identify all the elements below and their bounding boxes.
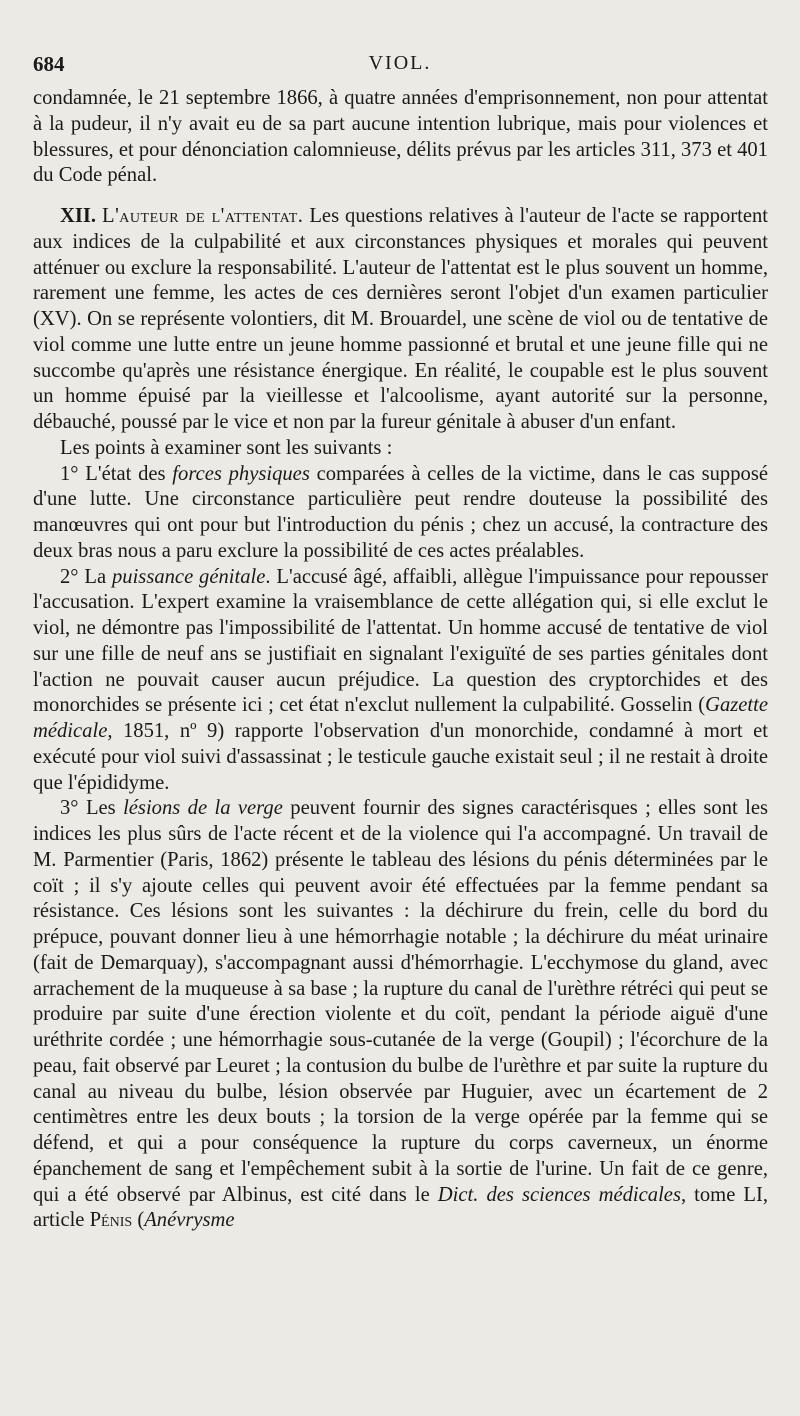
item-text: . L'accusé âgé, affaibli, allègue l'impuissance pour repousser l'accusation. L'expert examine la vraisemblance de cette allégation qui, si elle exclut le viol, ne démontre pas l'impossibilité de l'attentat. Un homme accusé de tentative de viol sur une fille de neuf ans se justifiait en signalant l'exiguïté de ses parties génitales dont l'action ne pouvait causer aucun préjudice. La question des cryptorchides et des monorchides se présente ici ; cet état n'exclut nullement la culpabilité. Gosselin ( <box>33 565 768 717</box>
item-text: , 1851, nº 9) rapporte l'observation d'un monorchide, condamné à mort et exécuté pour viol suivi d'assassinat ; le testicule gauche existait seul ; il ne restait à droite que l'épididyme. <box>33 720 768 794</box>
citation-title: Dict. des sciences médicales <box>437 1183 681 1206</box>
section-text: Les questions relatives à l'auteur de l'acte se rapportent aux indices de la culpabilité et aux circonstances physiques et morales qui peuvent atténuer ou exclure la responsabilité. L'auteur de l'attentat est le plus souvent un homme, rarement une femme, les actes de ces dernières seront l'objet d'un examen particulier (XV). On se représente volontiers, dit M. Brouardel, une scène de viol ou de tentative de viol comme une lutte entre un jeune homme passionné et brutal et une jeune fille qui ne succombe qu'après une résistance énergique. En réalité, le coupable est le plus souvent un homme épuisé par la vieillesse et l'alcoolisme, ayant autorité sur la personne, débauché, poussé par le vice et non par la fureur génitale à abuser d'un enfant. <box>33 205 768 433</box>
section-xii-paragraph <box>33 204 768 436</box>
item-emphasis: forces physiques <box>172 462 310 485</box>
section-number: XII. <box>60 205 97 227</box>
item-text: peuvent fournir des signes caractérisques ; elles sont les indices les plus sûrs de l'acte récent et de la violence qui l'a accompagné. Un travail de M. Parmentier (Paris, 1862) présente le tableau des lésions du pénis déterminées par le coït ; il s'y ajoute celles qui peuvent avoir été effectuées par la femme pendant sa résistance. Ces lésions sont les suivantes : la déchirure du frein, celle du bord du prépuce, pouvant donner lieu à une hémorrhagie notable ; la déchirure du méat urinaire (fait de Demarquay), s'accompagnant aussi d'hémorrhagie. L'ecchymose du gland, avec arrachement de la muqueuse à sa base ; la rupture du canal de l'urèthre rétréci qui peut se produire par suite d'une érection violente et du coït, pendant la période aiguë d'une uréthrite cordée ; une hémorrhagie sous-cutanée de la verge (Goupil) ; l'écorchure de la peau, fait observé par Leuret ; la contusion du bulbe de l'urèthre et par suite la rupture du canal au niveau du bulbe, lésion observée par Huguier, avec un écartement de 2 centimètres entre les deux bouts ; la torsion de la verge opérée par la femme qui se défend, et qui a pour conséquence la rupture du corps caverneux, un énorme épanchement de sang et l'empêchement subit à la sortie de l'urine. Un fait de ce genre, qui a été observé par Albinus, est cité dans le <box>33 797 768 1206</box>
section-title: L'auteur de l'attentat. <box>102 205 304 227</box>
item-text: Les <box>78 797 124 820</box>
page-header <box>33 52 767 82</box>
item-text: L'état des <box>78 462 173 485</box>
citation-title: Gazette médicale <box>33 694 768 742</box>
citation-emphasis: Anévrysme <box>144 1209 235 1232</box>
page-body <box>33 86 768 1234</box>
list-item-1 <box>33 462 768 565</box>
item-number: 2° <box>60 565 79 588</box>
item-text: comparées à celles de la victime, dans le cas supposé d'une lutte. Une circonstance particulière peut rendre douteuse la possibilité des manœuvres qui ont pour but l'introduction du pénis ; chez un accusé, la contracture des deux bras nous a paru exclure la possibilité de ces actes préalables. <box>33 462 768 562</box>
running-title: VIOL. <box>368 52 432 74</box>
item-text: La <box>78 565 112 588</box>
item-number: 1° <box>60 462 79 485</box>
page-number: 684 <box>33 52 65 76</box>
item-number: 3° <box>60 797 79 820</box>
points-intro: Les points à examiner sont les suivants : <box>60 436 393 459</box>
paragraph-continuation: condamnée, le 21 septembre 1866, à quatre années d'emprisonnement, non pour attentat à la pudeur, il n'y avait eu de sa part aucune intention lubrique, mais pour violences et blessures, et pour dénonciation calomnieuse, délits prévus par les articles 311, 373 et 401 du Code pénal. <box>33 87 768 187</box>
citation-article: Pénis <box>89 1209 133 1232</box>
item-text: , tome LI, article <box>33 1183 768 1232</box>
item-emphasis: puissance génitale <box>111 565 266 588</box>
item-text: ( <box>132 1209 145 1232</box>
list-item-2 <box>33 565 768 797</box>
item-emphasis: lésions de la verge <box>123 797 283 820</box>
list-item-3 <box>33 796 768 1234</box>
